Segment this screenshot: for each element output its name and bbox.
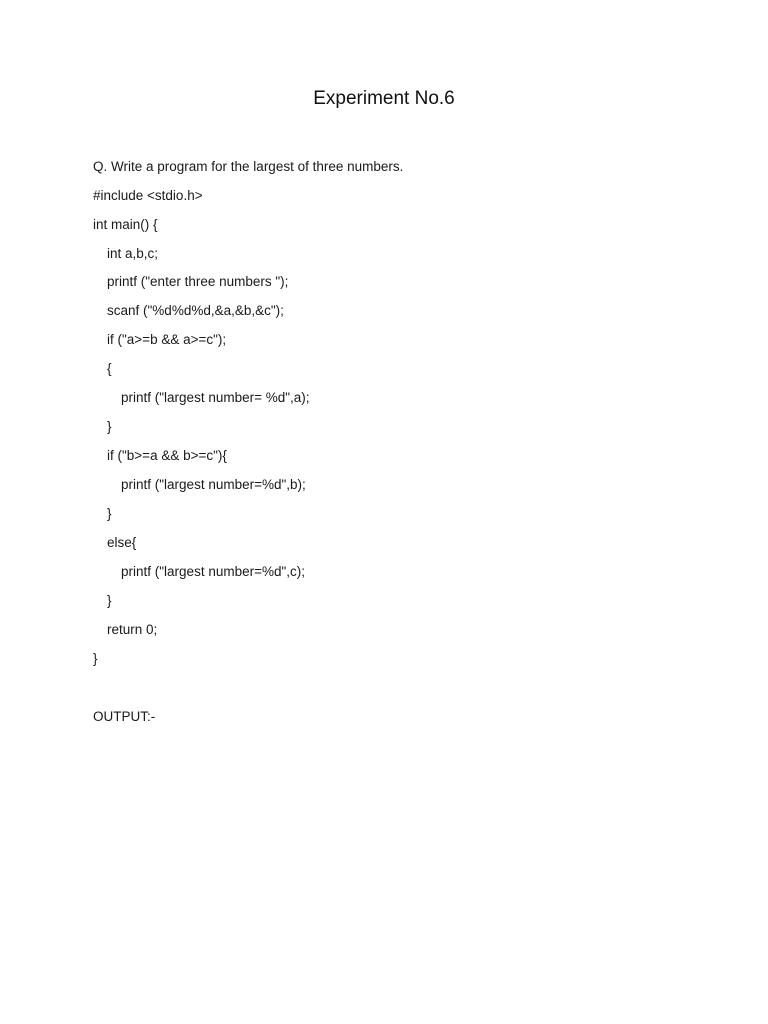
code-line: #include <stdio.h>: [93, 188, 203, 203]
page-title: Experiment No.6: [313, 88, 455, 109]
question-text: Q. Write a program for the largest of three numbers.: [93, 159, 404, 174]
code-line: else{: [107, 535, 137, 550]
code-line: return 0;: [107, 622, 158, 637]
code-line: int a,b,c;: [107, 246, 159, 261]
code-line: printf ("largest number=%d",c);: [121, 564, 306, 579]
code-line: if ("b>=a && b>=c"){: [107, 448, 227, 463]
code-line: }: [93, 651, 98, 666]
code-line: scanf ("%d%d%d,&a,&b,&c");: [107, 303, 284, 318]
code-line: printf ("largest number= %d",a);: [121, 390, 310, 405]
code-line: printf ("largest number=%d",b);: [121, 477, 306, 492]
code-line: }: [107, 506, 112, 521]
output-label: OUTPUT:-: [93, 709, 156, 724]
code-line: }: [107, 419, 112, 434]
code-line: if ("a>=b && a>=c");: [107, 332, 227, 347]
code-line: int main() {: [93, 217, 158, 232]
code-line: printf ("enter three numbers ");: [107, 274, 289, 289]
code-line: }: [107, 593, 112, 608]
code-line: {: [107, 361, 112, 376]
